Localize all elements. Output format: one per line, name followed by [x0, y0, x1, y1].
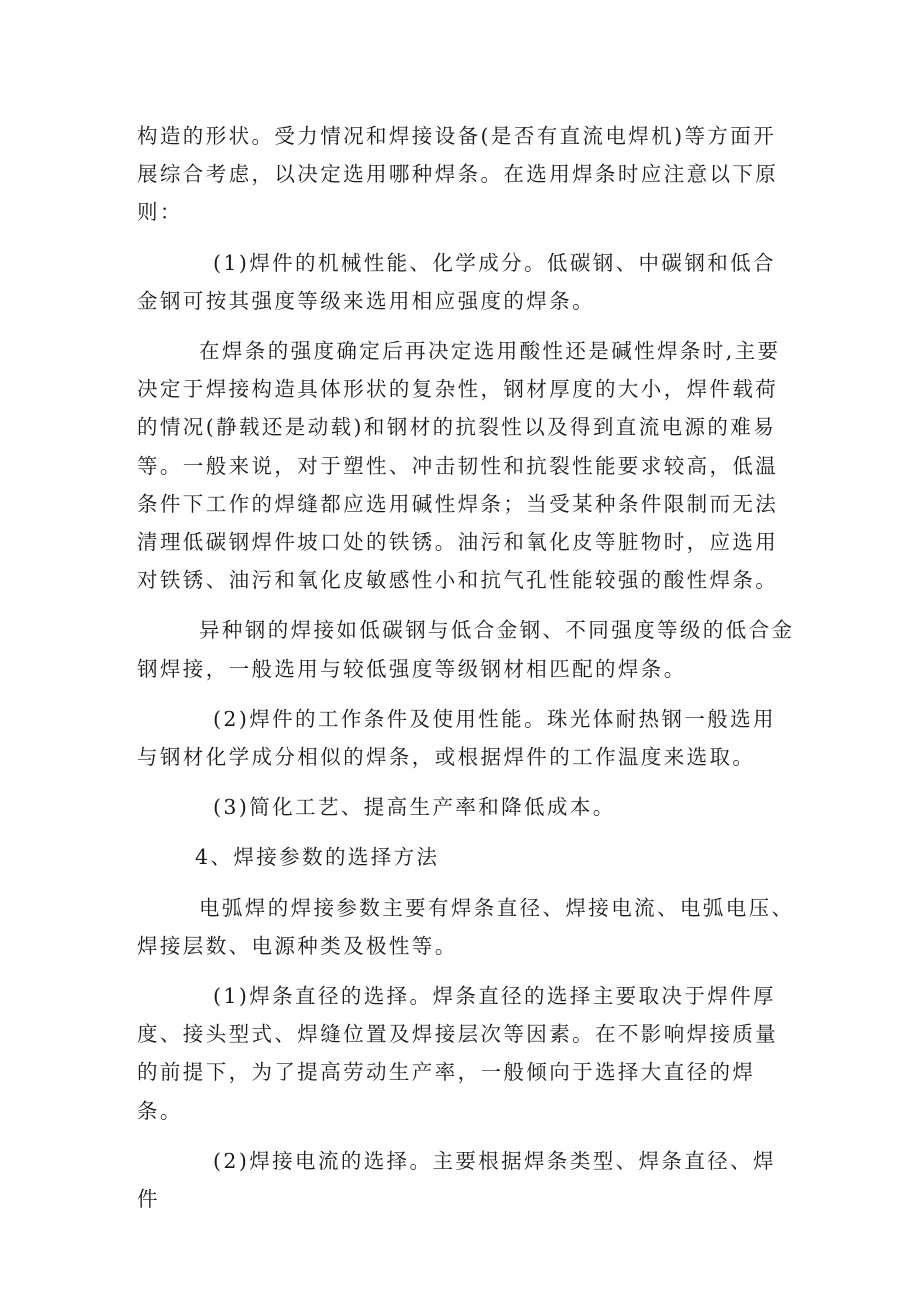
section-heading: 4、焊接参数的选择方法 — [195, 845, 440, 870]
paragraph-welding-current: (2)焊接电流的选择。主要根据焊条类型、焊条直径、焊件 — [137, 1148, 776, 1212]
paragraph-arc-welding-parameters: 电弧焊的焊接参数主要有焊条直径、焊接电流、电弧电压、焊接层数、电源种类及极性等。 — [137, 895, 795, 958]
paragraph-item-3: (3)简化工艺、提高生产率和降低成本。 — [213, 795, 616, 820]
paragraph-electrode-strength: 在焊条的强度确定后再决定选用酸性还是碱性焊条时,主要决定于焊接构造具体形状的复杂性，钢材厚度的大小，焊件载荷的情况(静载还是动载)和钢材的抗裂性以及得到直流电源的难易等。一般来说，对于塑性、冲击韧性和抗裂性能要求较高，低温条件下工作的焊缝都应选用碱性焊条；当受某种条件限制而无法清理低碳钢焊件坡口处的铁锈。油污和氧化皮等脏物时，应选用对铁锈、油污和氧化皮敏感性小和抗气孔性能较强的酸性焊条。 — [137, 339, 781, 593]
paragraph-item-2: (2)焊件的工作条件及使用性能。珠光体耐热钢一般选用与钢材化学成分相似的焊条，或根据焊件的工作温度来选取。 — [137, 706, 776, 770]
paragraph-electrode-diameter: (1)焊条直径的选择。焊条直径的选择主要取决于焊件厚度、接头型式、焊缝位置及焊接层次等因素。在不影响焊接质量的前提下，为了提高劳动生产率，一般倾向于选择大直径的焊条。 — [137, 984, 779, 1123]
paragraph-dissimilar-steel: 异种钢的焊接如低碳钢与低合金钢、不同强度等级的低合金钢焊接，一般选用与较低强度等级钢材相匹配的焊条。 — [137, 618, 795, 681]
document-body — [137, 117, 797, 1230]
paragraph-item-1: (1)焊件的机械性能、化学成分。低碳钢、中碳钢和低合金钢可按其强度等级来选用相应强度的焊条。 — [137, 250, 776, 313]
paragraph-continuation: 构造的形状。受力情况和焊接设备(是否有直流电焊机)等方面开展综合考虑，以决定选用哪种焊条。在选用焊条时应注意以下原则： — [137, 124, 779, 225]
